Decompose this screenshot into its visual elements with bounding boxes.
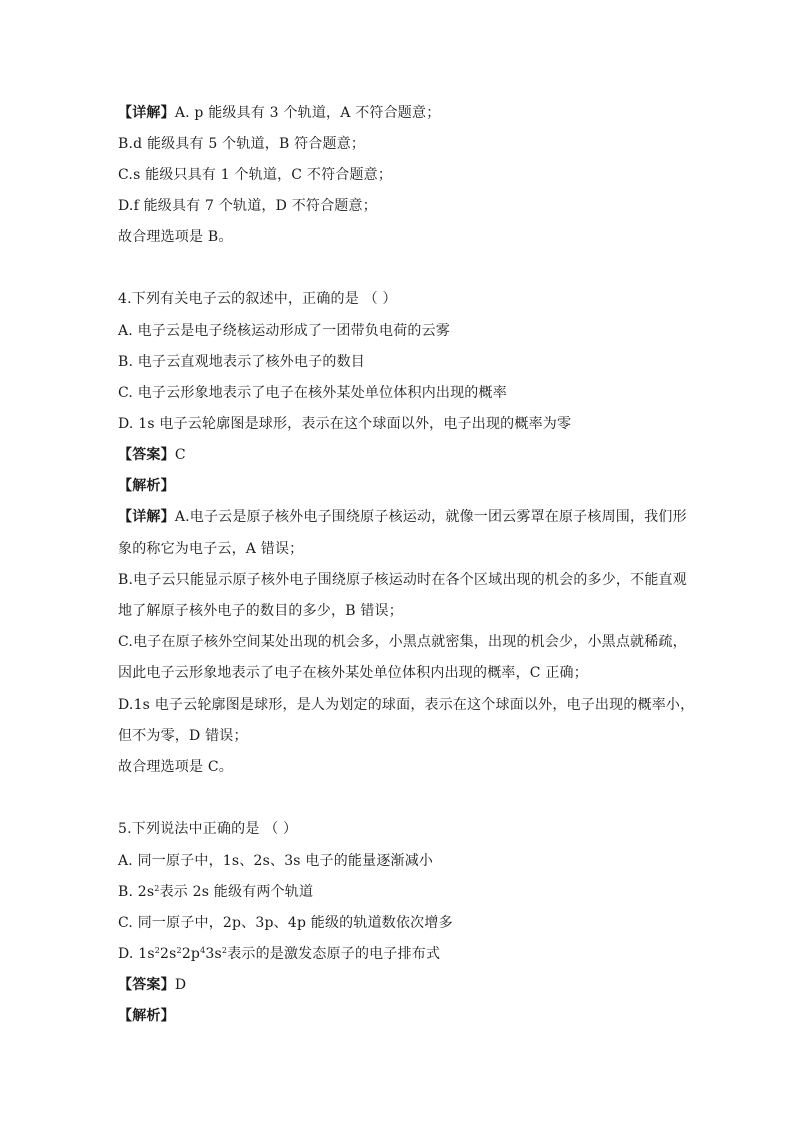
q4-option-d: D. 1s 电子云轮廓图是球形，表示在这个球面以外，电子出现的概率为零 (118, 416, 572, 432)
q5-option-d: D. $1s^22s^22p^43s^2$表示的是激发态原子的电子排布式 (118, 946, 441, 962)
q4-detail-b-line1: B.电子云只能显示原子核外电子围绕原子核运动时在各个区域出现的机会的多少，不能直观 (118, 572, 687, 588)
q4-detail-a-line1: 【详解】A.电子云是原子核外电子围绕原子核运动，就像一团云雾罩在原子核周围，我们形 (118, 509, 687, 525)
q3-detail-b: B.d 能级具有 5 个轨道，B 符合题意； (118, 136, 366, 152)
q3-conclusion: 故合理选项是 B。 (118, 229, 233, 245)
q4-detail-c-line1: C.电子在原子核外空间某处出现的机会多，小黑点就密集，出现的机会少，小黑点就稀疏， (118, 634, 687, 650)
q4-detail-d-line2: 但不为零，D 错误； (118, 728, 248, 744)
q3-detail-d: D.f 能级具有 7 个轨道，D 不符合题意； (118, 198, 377, 214)
q3-detail-a: 【详解】A. p 能级具有 3 个轨道，A 不符合题意； (118, 105, 441, 121)
q5-option-c: C. 同一原子中，2p、3p、4p 能级的轨道数依次增多 (118, 915, 453, 931)
q4-conclusion: 故合理选项是 C。 (118, 759, 233, 775)
q4-detail-b-line2: 地了解原子核外电子的数目的多少，B 错误； (118, 603, 403, 619)
q4-option-c: C. 电子云形象地表示了电子在核外某处单位体积内出现的概率 (118, 385, 507, 401)
q3-detail-c: C.s 能级只具有 1 个轨道，C 不符合题意； (118, 167, 393, 183)
q4-option-a: A. 电子云是电子绕核运动形成了一团带负电荷的云雾 (118, 323, 451, 339)
q5-analysis-heading: 【解析】 (118, 1008, 175, 1024)
q4-detail-d-line1: D.1s 电子云轮廓图是球形，是人为划定的球面，表示在这个球面以外，电子出现的概率小， (118, 697, 695, 713)
q5-stem: 5.下列说法中正确的是 （ ） (118, 821, 298, 837)
q4-analysis-heading: 【解析】 (118, 478, 175, 494)
q4-detail-a-line2: 象的称它为电子云，A 错误； (118, 541, 304, 557)
q5-option-b: B. $2s^2$表示 2s 能级有两个轨道 (118, 884, 314, 900)
q4-stem: 4.下列有关电子云的叙述中，正确的是 （ ） (118, 291, 397, 307)
q4-option-b: B. 电子云直观地表示了核外电子的数目 (118, 354, 365, 370)
q5-answer: 【答案】D (118, 977, 187, 993)
q5-option-a: A. 同一原子中，1s、2s、3s 电子的能量逐渐减小 (118, 853, 434, 869)
q4-detail-c-line2: 因此电子云形象地表示了电子在核外某处单位体积内出现的概率，C 正确； (118, 665, 588, 681)
q4-answer: 【答案】C (118, 447, 186, 463)
